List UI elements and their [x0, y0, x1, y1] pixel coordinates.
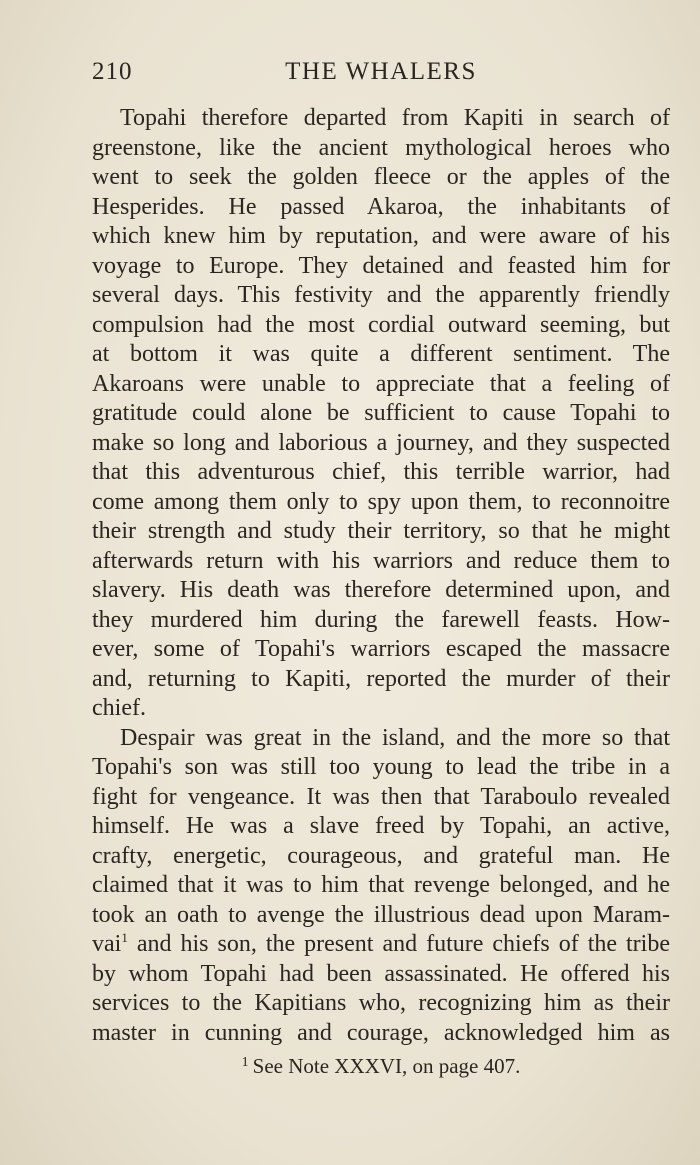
text-line: gratitude could alone be sufficient to cause Topahi to	[92, 400, 670, 426]
text-line: compulsion had the most cordial outward seeming, but	[92, 311, 670, 338]
running-head: THE WHALERS	[285, 58, 477, 85]
text-line: several days. This festivity and the apparently friendly	[92, 282, 670, 308]
text-segment: and his son, the present and future chiefs of the tribe	[127, 931, 670, 957]
text-line: services to the Kapitians who, recognizing him as their	[92, 990, 670, 1016]
text-line: afterwards return with his warriors and reduce them to	[92, 547, 670, 574]
text-line-with-footnote-ref	[92, 930, 670, 960]
text-line: their strength and study their territory, so that he might	[92, 518, 670, 544]
text-line: Akaroans were unable to appreciate that a feeling of	[92, 370, 670, 397]
text-line: Topahi therefore departed from Kapiti in search of	[120, 105, 670, 131]
text-line: make so long and laborious a journey, and they suspected	[92, 429, 670, 456]
text-line: at bottom it was quite a different sentiment. The	[92, 341, 670, 367]
text-line: voyage to Europe. They detained and feasted him for	[92, 252, 670, 279]
text-segment: vai	[92, 931, 122, 957]
text-line: by whom Topahi had been assassinated. He offered his	[92, 960, 670, 987]
text-line: Despair was great in the island, and the more so that	[120, 724, 670, 751]
text-line: chief.	[92, 695, 146, 721]
body-text	[92, 104, 670, 1048]
page-header	[92, 58, 670, 92]
text-line: Topahi's son was still too young to lead the tribe in a	[92, 754, 670, 780]
text-line: took an oath to avenge the illustrious dead upon Maram-	[92, 901, 670, 928]
text-line: himself. He was a slave freed by Topahi, an active,	[92, 813, 670, 839]
footnote-marker: 1	[241, 1055, 249, 1070]
text-line: Hesperides. He passed Akaroa, the inhabitants of	[92, 193, 670, 220]
text-line: fight for vengeance. It was then that Taraboulo revealed	[92, 783, 670, 810]
footnote	[92, 1048, 670, 1081]
text-line: they murdered him during the farewell feasts. How-	[92, 606, 670, 633]
text-line: greenstone, like the ancient mythological heroes who	[92, 134, 670, 161]
text-line: which knew him by reputation, and were aware of his	[92, 223, 670, 249]
text-line: ever, some of Topahi's warriors escaped the massacre	[92, 636, 670, 662]
footnote-reference[interactable]: 1	[121, 930, 128, 945]
text-line: crafty, energetic, courageous, and grateful man. He	[92, 842, 670, 869]
text-line: and, returning to Kapiti, reported the murder of their	[92, 665, 670, 692]
text-line: slavery. His death was therefore determined upon, and	[92, 577, 670, 603]
page-number: 210	[92, 58, 133, 85]
text-line: claimed that it was to him that revenge belonged, and he	[92, 872, 670, 898]
text-line: come among them only to spy upon them, to reconnoitre	[92, 488, 670, 515]
footnote-text: See Note XXXVI, on page 407.	[252, 1054, 521, 1078]
text-line: master in cunning and courage, acknowledged him as	[92, 1019, 670, 1046]
text-line: went to seek the golden fleece or the apples of the	[92, 164, 670, 190]
text-line: that this adventurous chief, this terrible warrior, had	[92, 459, 670, 485]
